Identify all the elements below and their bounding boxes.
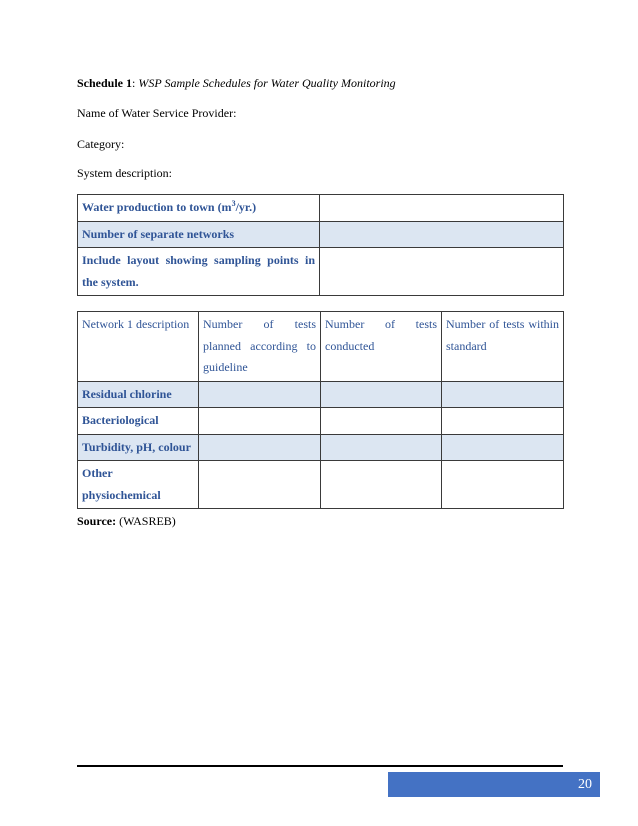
table-cell[interactable] bbox=[321, 381, 442, 408]
separate-networks-label: Number of separate networks bbox=[78, 221, 320, 248]
table-row bbox=[78, 461, 564, 509]
table-row bbox=[78, 381, 564, 408]
row-label-turbidity: Turbidity, pH, colour bbox=[78, 434, 199, 461]
provider-field-label: Name of Water Service Provider: bbox=[77, 106, 237, 120]
header-tests-conducted: Number of tests conducted bbox=[321, 312, 442, 382]
table-cell[interactable] bbox=[442, 408, 564, 435]
table-cell[interactable] bbox=[321, 408, 442, 435]
row-label-other-physiochemical: Other physiochemical bbox=[78, 461, 199, 509]
cubic-superscript: 3 bbox=[231, 199, 236, 208]
table-cell[interactable] bbox=[442, 461, 564, 509]
layout-sampling-value[interactable] bbox=[320, 248, 564, 296]
water-production-value[interactable] bbox=[320, 195, 564, 222]
table-cell[interactable] bbox=[199, 461, 321, 509]
system-description-label: System description: bbox=[77, 166, 172, 180]
table-row bbox=[78, 434, 564, 461]
header-tests-planned: Number of tests planned according to guideline bbox=[199, 312, 321, 382]
heading-separator: : bbox=[132, 76, 139, 90]
system-info-table bbox=[77, 194, 564, 296]
table-cell[interactable] bbox=[199, 434, 321, 461]
table-row bbox=[78, 195, 564, 222]
source-label: Source: bbox=[77, 514, 117, 528]
schedule-title: WSP Sample Schedules for Water Quality Monitoring bbox=[138, 76, 396, 90]
table-row bbox=[78, 221, 564, 248]
page-number: 20 bbox=[578, 777, 592, 792]
header-network-description: Network 1 description bbox=[78, 312, 199, 382]
water-production-label: Water production to town $(m^3/yr.)$ bbox=[78, 195, 320, 222]
row-label-residual-chlorine: Residual chlorine bbox=[78, 381, 199, 408]
schedule-label: Schedule 1 bbox=[77, 76, 133, 90]
header-tests-within-standard: Number of tests within standard bbox=[442, 312, 564, 382]
monitoring-table bbox=[77, 311, 564, 509]
table-cell[interactable] bbox=[321, 434, 442, 461]
table-row bbox=[78, 408, 564, 435]
table-row bbox=[78, 248, 564, 296]
source-text: (WASREB) bbox=[116, 514, 176, 528]
schedule-heading bbox=[77, 76, 396, 91]
table-cell[interactable] bbox=[442, 381, 564, 408]
table-cell[interactable] bbox=[442, 434, 564, 461]
row-label-bacteriological: Bacteriological bbox=[78, 408, 199, 435]
page-number-box bbox=[388, 772, 600, 797]
table-cell[interactable] bbox=[199, 408, 321, 435]
category-field-label: Category: bbox=[77, 137, 125, 151]
table-cell[interactable] bbox=[321, 461, 442, 509]
footer-divider bbox=[77, 765, 563, 767]
layout-sampling-label: Include layout showing sampling points in the system. bbox=[78, 248, 320, 296]
table-header-row bbox=[78, 312, 564, 382]
separate-networks-value[interactable] bbox=[320, 221, 564, 248]
table-cell[interactable] bbox=[199, 381, 321, 408]
source-note bbox=[77, 514, 176, 529]
